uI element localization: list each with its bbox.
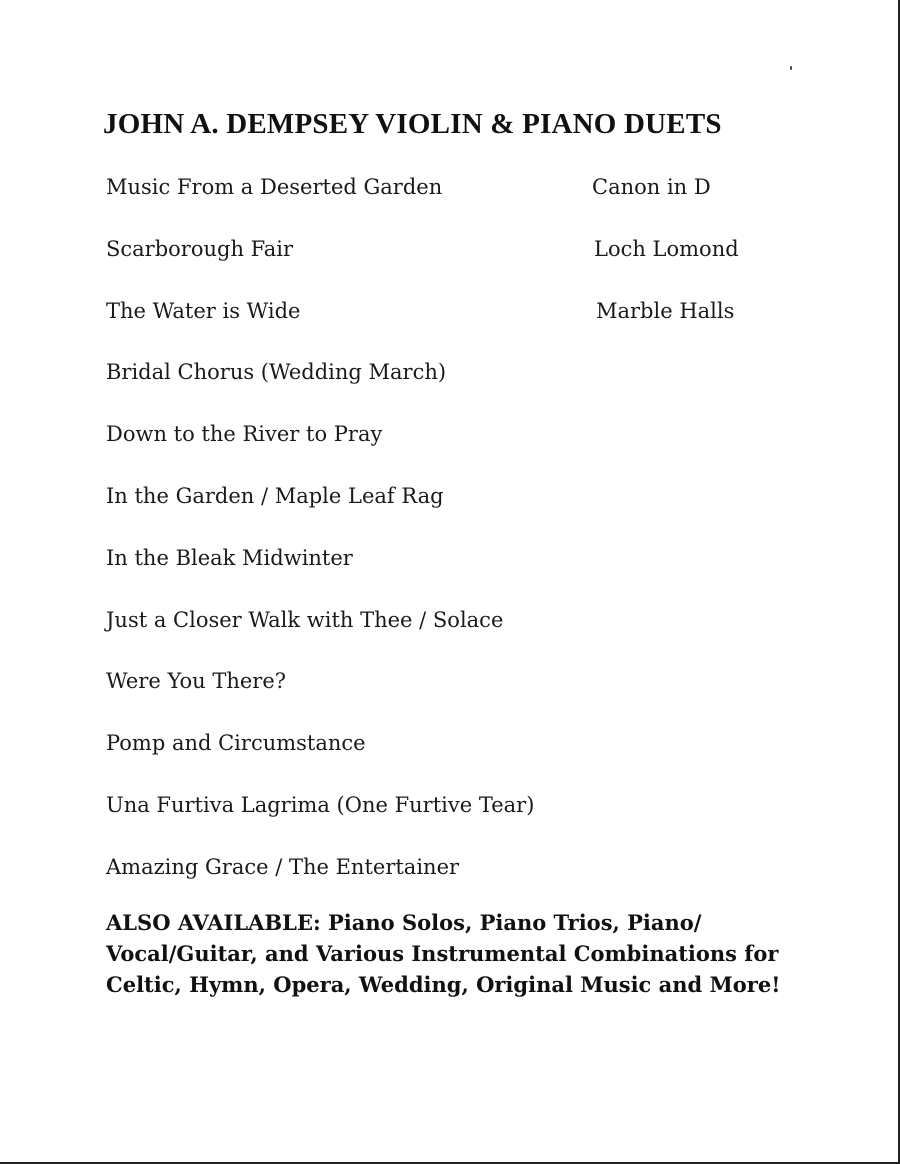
list-item: Music From a Deserted Garden — [106, 175, 443, 199]
also-available-line: Celtic, Hymn, Opera, Wedding, Original Music and More! — [106, 972, 781, 997]
list-item: Were You There? — [106, 669, 287, 694]
list-item: In the Bleak Midwinter — [106, 545, 353, 570]
list-item: Canon in D — [592, 175, 711, 199]
list-item: Down to the River to Pray — [106, 422, 383, 447]
list-item: Marble Halls — [596, 298, 735, 323]
also-available-line: ALSO AVAILABLE: Piano Solos, Piano Trios, Piano/ — [106, 910, 702, 935]
list-item: Pomp and Circumstance — [106, 731, 366, 756]
scan-speck — [790, 66, 792, 70]
duet-list-right — [592, 171, 739, 356]
list-item: In the Garden / Maple Leaf Rag — [106, 483, 444, 508]
list-item: Scarborough Fair — [106, 236, 294, 261]
duet-list-left — [106, 171, 534, 913]
list-item: Just a Closer Walk with Thee / Solace — [106, 607, 504, 632]
also-available-line: Vocal/Guitar, and Various Instrumental Combinations for — [106, 941, 779, 966]
list-item: Loch Lomond — [594, 236, 739, 261]
list-item: Amazing Grace / The Entertainer — [106, 854, 460, 879]
list-item: The Water is Wide — [106, 298, 301, 323]
also-available-note — [106, 907, 806, 1000]
list-item: Una Furtiva Lagrima (One Furtive Tear) — [106, 792, 535, 817]
page-title: JOHN A. DEMPSEY VIOLIN & PIANO DUETS — [103, 108, 722, 140]
list-item: Bridal Chorus (Wedding March) — [106, 360, 447, 385]
